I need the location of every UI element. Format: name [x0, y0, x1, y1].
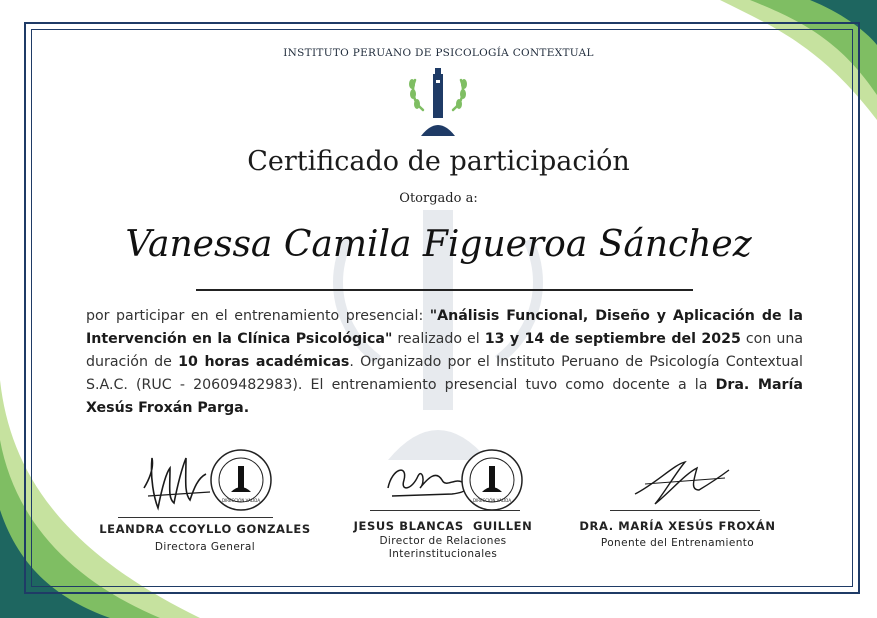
signatory-1-role: Directora General — [154, 541, 256, 553]
signature-2-line — [370, 510, 520, 511]
certificate-body-text: por participar en el entrenamiento presencial: "Análisis Funcional, Diseño y Aplicación de la Intervención en la Clínica Psicológica" realizado el 13 y 14 de septiembre del 2025 con una duración de 10 horas académicas. Organizado por el Instituto Peruano de Psicología Contextual S.A.C. (RUC - 20609482983). El entrenamiento presencial tuvo como docente a la Dra. María Xesús Froxán Parga. — [86, 308, 804, 416]
signatory-3-name: DRA. MARÍA XESÚS FROXÁN — [579, 519, 776, 533]
institute-name: INSTITUTO PERUANO DE PSICOLOGÍA CONTEXTUAL — [283, 47, 594, 59]
signature-1-handwritten — [140, 448, 212, 518]
recipient-name: Vanessa Camila Figueroa Sánchez — [125, 224, 752, 265]
seal-2-text: DIRECCIÓN VALIDA — [472, 498, 512, 503]
signatory-3-role: Ponente del Entrenamiento — [600, 537, 755, 549]
signature-1-seal — [209, 448, 273, 512]
seal-1-text: DIRECCIÓN VALIDA — [221, 498, 261, 503]
signature-2-seal — [460, 448, 524, 512]
signatory-2-role-line2: Interinstitucionales — [388, 548, 498, 560]
recipient-underline — [196, 289, 693, 291]
awarded-to-label: Otorgado a: — [399, 191, 478, 206]
signatory-1-name: LEANDRA CCOYLLO GONZALES — [99, 522, 311, 536]
course-name: "Análisis Funcional, Diseño y Aplicación de la Intervención en la Clínica Psicológica" — [86, 308, 803, 347]
signatory-2-name: JESUS BLANCAS GUILLEN — [353, 519, 533, 533]
lighthouse-laurel-logo-icon — [405, 66, 471, 136]
signature-3-line — [610, 510, 760, 511]
certificate-title: Certificado de participación — [247, 146, 630, 177]
signature-3-handwritten — [625, 454, 735, 509]
course-dates: 13 y 14 de septiembre del 2025 — [484, 331, 741, 347]
signatory-2-role-line1: Director de Relaciones — [379, 535, 507, 547]
course-hours: 10 horas académicas — [178, 354, 350, 370]
signature-1-line — [118, 517, 273, 518]
teacher-name: Dra. María Xesús Froxán Parga. — [86, 377, 803, 416]
